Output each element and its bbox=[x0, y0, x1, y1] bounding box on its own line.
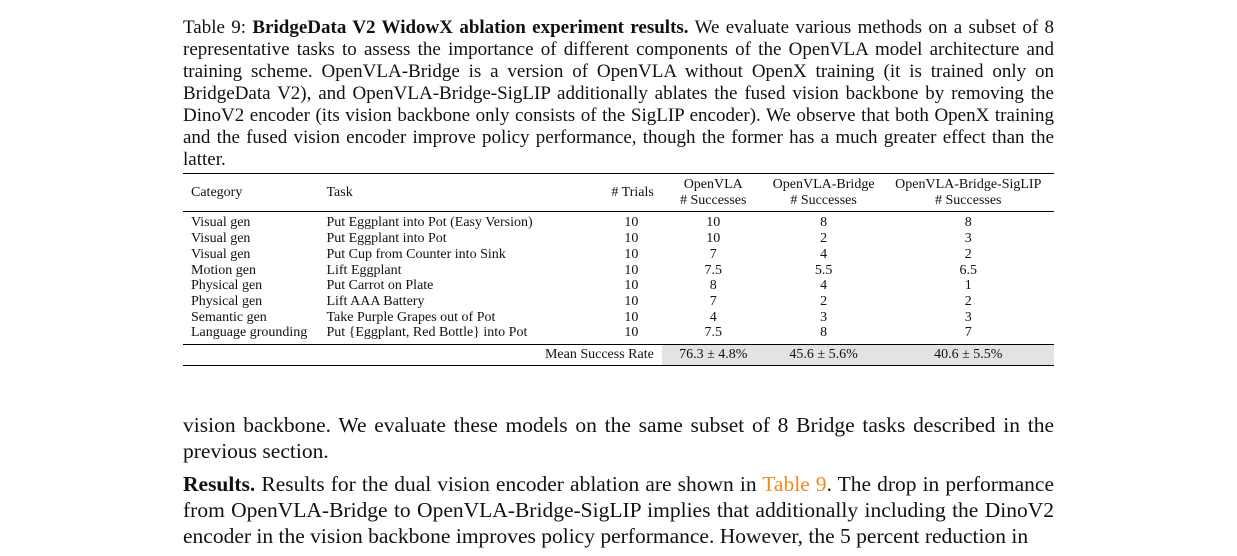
cell-siglip: 6.5 bbox=[959, 262, 978, 278]
cell-siglip: 8 bbox=[964, 215, 972, 231]
table-row bbox=[183, 247, 1054, 263]
cell-category: Visual gen bbox=[191, 246, 251, 262]
cell-openvla: 7 bbox=[709, 293, 717, 309]
cell-bridge: 4 bbox=[820, 246, 828, 262]
cell-openvla: 7 bbox=[709, 246, 717, 262]
cell-task: Put Eggplant into Pot bbox=[326, 231, 447, 247]
cell-siglip: 7 bbox=[964, 325, 972, 341]
cell-openvla: 10 bbox=[706, 231, 721, 247]
mean-success-label: Mean Success Rate bbox=[544, 347, 654, 363]
cell-task: Put Eggplant into Pot (Easy Version) bbox=[326, 215, 533, 231]
cell-siglip: 3 bbox=[964, 309, 972, 325]
results-text-post: . The drop in performance from OpenVLA-Bridge to OpenVLA-Bridge-SigLIP implies that additionally including the DinoV2 encoder in the vision backbone improves policy performance. However, the 5 percent reduction in bbox=[183, 472, 1055, 548]
cell-category: Physical gen bbox=[191, 278, 263, 294]
header-task: Task bbox=[326, 184, 353, 200]
table-footer bbox=[183, 345, 1054, 366]
header-siglip-line2: # Successes bbox=[935, 192, 1002, 208]
cell-trials: 10 bbox=[624, 278, 639, 294]
table-body bbox=[183, 212, 1054, 345]
cell-siglip: 2 bbox=[964, 293, 972, 309]
cell-task: Put Cup from Counter into Sink bbox=[326, 246, 506, 262]
cell-siglip: 2 bbox=[964, 246, 972, 262]
header-siglip-line1: OpenVLA-Bridge-SigLIP bbox=[895, 177, 1042, 192]
header-openvla-line1: OpenVLA bbox=[683, 177, 743, 192]
table-header bbox=[183, 174, 1054, 212]
results-table-container bbox=[183, 173, 1054, 366]
cell-trials: 10 bbox=[624, 246, 639, 262]
cell-siglip: 1 bbox=[964, 278, 972, 294]
table-row bbox=[183, 212, 1054, 231]
table-9-link[interactable]: Table 9 bbox=[762, 472, 827, 496]
table-row bbox=[183, 231, 1054, 247]
cell-trials: 10 bbox=[624, 231, 639, 247]
cell-bridge: 8 bbox=[820, 325, 828, 341]
results-heading: Results. bbox=[183, 472, 256, 496]
paragraph-results bbox=[183, 471, 1054, 549]
paragraph-vision-backbone: vision backbone. We evaluate these models on the same subset of 8 Bridge tasks described in the previous section. bbox=[183, 413, 1054, 463]
cell-bridge: 8 bbox=[820, 215, 828, 231]
mean-success-row bbox=[183, 345, 1054, 366]
table-row bbox=[183, 294, 1054, 310]
caption-text: We evaluate various methods on a subset of 8 representative tasks to assess the importance of different components of the OpenVLA model architecture and training scheme. OpenVLA-Bridge is a version of OpenVLA without OpenX training (it is trained only on BridgeData V2), and OpenVLA-Bridge-SigLIP additionally ablates the fused vision backbone by removing the DinoV2 encoder (its vision backbone only consists of the SigLIP encoder). We observe that both OpenX training and the fused vision encoder improve policy performance, though the former has a much greater effect than the latter. bbox=[183, 17, 1054, 170]
cell-openvla: 4 bbox=[709, 309, 717, 325]
cell-trials: 10 bbox=[624, 309, 639, 325]
header-bridge bbox=[765, 174, 883, 212]
header-siglip bbox=[883, 174, 1054, 212]
cell-category: Language grounding bbox=[191, 325, 308, 341]
header-bridge-line1: OpenVLA-Bridge bbox=[772, 177, 875, 192]
cell-bridge: 2 bbox=[820, 231, 828, 247]
results-table bbox=[183, 173, 1054, 366]
cell-task: Put Carrot on Plate bbox=[326, 278, 434, 294]
cell-category: Visual gen bbox=[191, 231, 251, 247]
cell-openvla: 7.5 bbox=[704, 325, 722, 341]
header-openvla-line2: # Successes bbox=[679, 192, 747, 208]
cell-task: Take Purple Grapes out of Pot bbox=[326, 309, 496, 325]
cell-bridge: 4 bbox=[820, 278, 828, 294]
cell-bridge: 5.5 bbox=[814, 262, 833, 278]
header-trials: # Trials bbox=[611, 184, 654, 200]
cell-category: Visual gen bbox=[191, 215, 251, 231]
cell-trials: 10 bbox=[624, 215, 639, 231]
table-row bbox=[183, 310, 1054, 326]
header-bridge-line2: # Successes bbox=[790, 192, 857, 208]
mean-bridge: 45.6 ± 5.6% bbox=[765, 345, 883, 366]
header-openvla bbox=[662, 174, 765, 212]
header-category: Category bbox=[191, 184, 243, 200]
cell-category: Semantic gen bbox=[191, 309, 267, 325]
cell-trials: 10 bbox=[624, 262, 639, 278]
caption-label: Table 9: bbox=[183, 17, 247, 38]
table-row bbox=[183, 325, 1054, 344]
cell-bridge: 3 bbox=[820, 309, 828, 325]
table-caption bbox=[183, 17, 1054, 171]
cell-category: Motion gen bbox=[191, 262, 256, 278]
mean-openvla: 76.3 ± 4.8% bbox=[662, 345, 765, 366]
caption-title: BridgeData V2 WidowX ablation experiment results. bbox=[252, 17, 689, 38]
table-row bbox=[183, 263, 1054, 279]
body-text bbox=[183, 412, 1054, 556]
results-text-pre: Results for the dual vision encoder ablation are shown in bbox=[261, 472, 757, 496]
cell-trials: 10 bbox=[624, 293, 639, 309]
cell-category: Physical gen bbox=[191, 293, 263, 309]
cell-trials: 10 bbox=[624, 325, 639, 341]
cell-openvla: 10 bbox=[706, 215, 721, 231]
cell-openvla: 8 bbox=[709, 278, 717, 294]
mean-siglip: 40.6 ± 5.5% bbox=[883, 345, 1054, 366]
table-row bbox=[183, 278, 1054, 294]
cell-openvla: 7.5 bbox=[704, 262, 722, 278]
cell-siglip: 3 bbox=[964, 231, 972, 247]
cell-task: Put {Eggplant, Red Bottle} into Pot bbox=[326, 325, 528, 341]
cell-task: Lift Eggplant bbox=[326, 262, 402, 278]
cell-bridge: 2 bbox=[820, 293, 828, 309]
cell-task: Lift AAA Battery bbox=[326, 293, 425, 309]
